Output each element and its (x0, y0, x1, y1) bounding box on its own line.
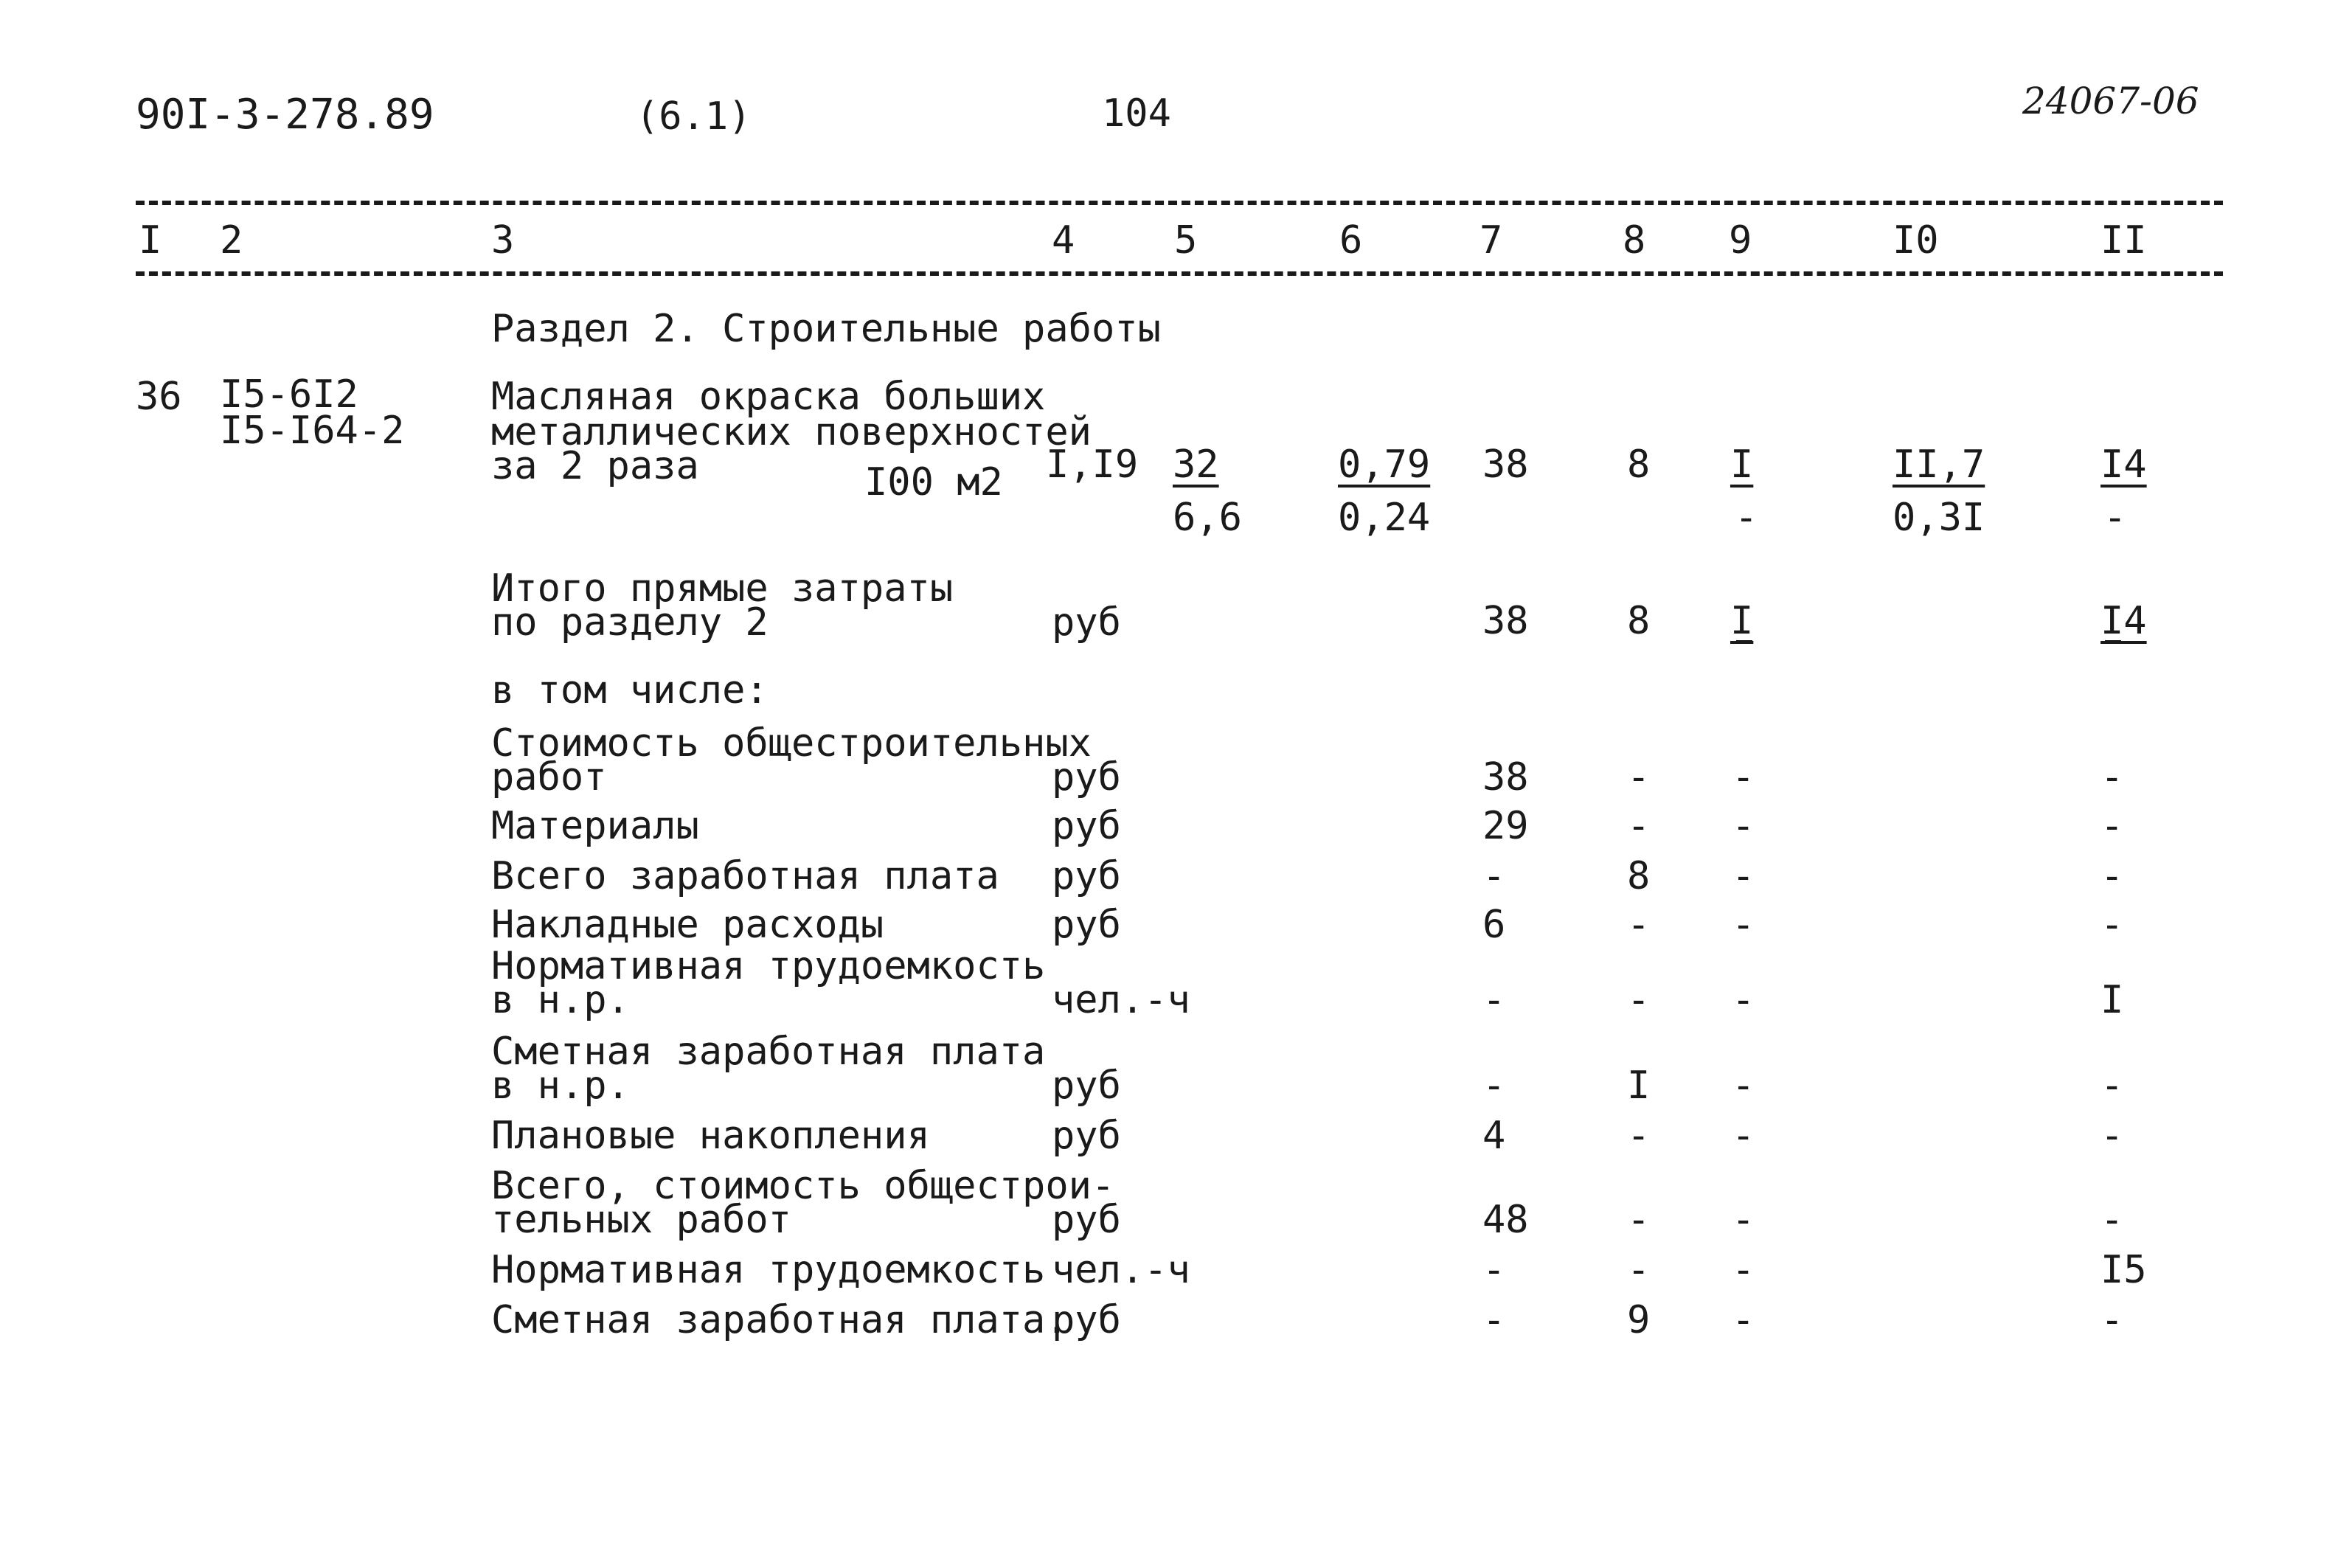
col-header: 2 (220, 218, 243, 263)
col-header: 5 (1174, 218, 1198, 263)
album-number: (6.1) (636, 94, 752, 139)
breakdown-description-line: Всего заработная плата (491, 854, 999, 898)
breakdown-c7: 38 (1482, 755, 1529, 799)
item-quantity: I,I9 (1046, 443, 1139, 487)
breakdown-c7: - (1482, 854, 1506, 898)
breakdown-description-line: Стоимость общестроительных (491, 721, 1092, 766)
breakdown-c7: - (1482, 1298, 1506, 1342)
item-number: 36 (136, 375, 182, 419)
breakdown-description-line: работ (491, 755, 607, 799)
header-rule-top (136, 201, 2223, 205)
breakdown-unit: руб (1052, 903, 1121, 947)
item-description-line: металлических поверхностей (491, 410, 1092, 454)
breakdown-unit: чел.-ч (1052, 1248, 1190, 1292)
section-title: Раздел 2. Строительные работы (491, 307, 1161, 351)
item-c5-bottom: 6,6 (1173, 496, 1242, 540)
col-header: 6 (1339, 218, 1363, 263)
item-c9-bottom: - (1735, 496, 1758, 540)
item-description-line: Масляная окраска больших (491, 375, 1046, 419)
item-c6-top: 0,79 (1338, 443, 1431, 487)
breakdown-c8: - (1627, 978, 1651, 1022)
item-c9-top: I (1730, 443, 1754, 487)
col-header: 7 (1479, 218, 1503, 263)
item-c6-bottom: 0,24 (1338, 496, 1431, 540)
breakdown-c8: I (1627, 1064, 1651, 1108)
breakdown-c11: - (2101, 1198, 2124, 1242)
item-c11-top: I4 (2101, 443, 2147, 487)
breakdown-c9: - (1732, 1198, 1755, 1242)
breakdown-c9: - (1732, 1298, 1755, 1342)
item-code: I5-6I2 (220, 372, 358, 417)
breakdown-unit: руб (1052, 1064, 1121, 1108)
breakdown-c8: - (1627, 1114, 1651, 1158)
total-c8: 8 (1627, 599, 1651, 643)
breakdown-unit: чел.-ч (1052, 978, 1190, 1022)
breakdown-description-line: Нормативная трудоемкость (491, 944, 1046, 988)
breakdown-c7: 4 (1482, 1114, 1506, 1158)
breakdown-description-line: в н.р. (491, 1064, 630, 1108)
breakdown-c11: - (2101, 1298, 2124, 1342)
header-rule-bottom (136, 271, 2223, 276)
breakdown-description-line: в н.р. (491, 978, 630, 1022)
breakdown-c7: - (1482, 1248, 1506, 1292)
breakdown-c8: - (1627, 755, 1651, 799)
item-c7: 38 (1482, 443, 1529, 487)
breakdown-c9: - (1732, 854, 1755, 898)
inventory-number: 24067-06 (2022, 80, 2199, 122)
breakdown-description-line: Материалы (491, 804, 699, 848)
total-description-line: Итого прямые затраты (491, 566, 954, 611)
item-c11-bottom: - (2103, 496, 2127, 540)
total-c7: 38 (1482, 599, 1529, 643)
total-unit: руб (1052, 600, 1121, 645)
breakdown-c7: 29 (1482, 804, 1529, 848)
breakdown-c11: - (2101, 903, 2124, 947)
breakdown-description-line: Плановые накопления (491, 1114, 930, 1158)
including-label: в том числе: (491, 668, 769, 712)
breakdown-c7: 48 (1482, 1198, 1529, 1242)
total-description-line: по разделу 2 (491, 600, 769, 645)
breakdown-c8: - (1627, 804, 1651, 848)
breakdown-c11: I (2101, 978, 2124, 1022)
col-header: 3 (491, 218, 515, 263)
breakdown-description-line: Накладные расходы (491, 903, 884, 947)
total-c9-dash (1736, 640, 1752, 644)
breakdown-description-line: тельных работ (491, 1198, 791, 1242)
breakdown-unit: руб (1052, 804, 1121, 848)
breakdown-c8: - (1627, 1198, 1651, 1242)
breakdown-description-line: Всего, стоимость общестрои- (491, 1164, 1115, 1208)
breakdown-c9: - (1732, 1248, 1755, 1292)
breakdown-c9: - (1732, 1114, 1755, 1158)
breakdown-c9: - (1732, 978, 1755, 1022)
breakdown-c7: - (1482, 978, 1506, 1022)
total-c9: I (1730, 599, 1754, 643)
breakdown-unit: руб (1052, 755, 1121, 799)
breakdown-unit: руб (1052, 1298, 1121, 1342)
breakdown-c11: - (2101, 854, 2124, 898)
item-unit: I00 м2 (864, 460, 1003, 504)
breakdown-c9: - (1732, 804, 1755, 848)
breakdown-description-line: Сметная заработная плата (491, 1030, 1046, 1074)
col-header: I0 (1893, 218, 1939, 263)
col-header: 9 (1729, 218, 1752, 263)
breakdown-c7: 6 (1482, 903, 1506, 947)
breakdown-c8: 9 (1627, 1298, 1651, 1342)
col-header: II (2101, 218, 2147, 263)
breakdown-c9: - (1732, 1064, 1755, 1108)
breakdown-c8: - (1627, 1248, 1651, 1292)
breakdown-c11: - (2101, 804, 2124, 848)
item-c10-bottom: 0,3I (1893, 496, 1985, 540)
breakdown-c9: - (1732, 755, 1755, 799)
col-header: 8 (1623, 218, 1646, 263)
breakdown-unit: руб (1052, 1198, 1121, 1242)
total-c11: I4 (2101, 599, 2147, 643)
breakdown-c11: I5 (2101, 1248, 2147, 1292)
item-c8: 8 (1627, 443, 1651, 487)
breakdown-c11: - (2101, 1064, 2124, 1108)
item-description-line: за 2 раза (491, 444, 699, 488)
breakdown-description-line: Нормативная трудоемкость (491, 1248, 1046, 1292)
breakdown-unit: руб (1052, 854, 1121, 898)
page-number: 104 (1102, 91, 1171, 136)
breakdown-c8: - (1627, 903, 1651, 947)
breakdown-c7: - (1482, 1064, 1506, 1108)
breakdown-c11: - (2101, 755, 2124, 799)
item-c5-top: 32 (1173, 443, 1219, 487)
total-c11-dash (2105, 640, 2121, 644)
breakdown-c9: - (1732, 903, 1755, 947)
col-header: 4 (1052, 218, 1075, 263)
breakdown-description-line: Сметная заработная плата. (491, 1298, 1069, 1342)
breakdown-unit: руб (1052, 1114, 1121, 1158)
document-code: 90I-3-278.89 (136, 91, 434, 139)
col-header: I (139, 218, 162, 263)
item-code: I5-I64-2 (220, 409, 405, 453)
breakdown-c8: 8 (1627, 854, 1651, 898)
breakdown-c11: - (2101, 1114, 2124, 1158)
item-c10-top: II,7 (1893, 443, 1985, 487)
